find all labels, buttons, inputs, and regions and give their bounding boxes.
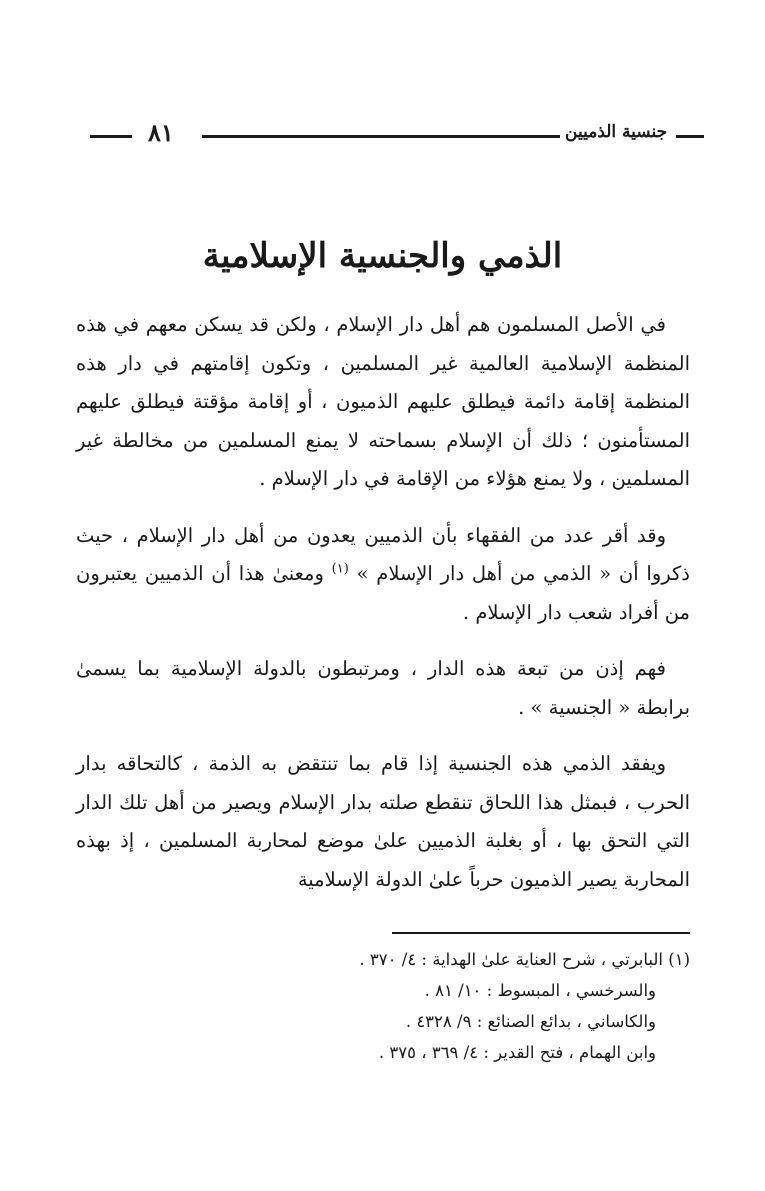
paragraph-2 bbox=[76, 517, 690, 633]
footnote-1-line-4: وابن الهمام ، فتح القدير : ٤/ ٣٦٩ ، ٣٧٥ . bbox=[378, 1043, 656, 1062]
footnote-separator bbox=[392, 932, 690, 934]
running-header bbox=[60, 118, 700, 148]
running-title: جنسية الذميين bbox=[565, 122, 668, 142]
header-rule-middle bbox=[202, 135, 560, 138]
paragraph-1: في الأصل المسلمون هم أهل دار الإسلام ، ولكن قد يسكن معهم في هذه المنظمة الإسلامية العالمية غير المسلمين ، وتكون إقامتهم في دار هذه المنظمة إقامة دائمة فيطلق عليهم الذميون ، أو إقامة مؤقتة فيطلق عليهم المستأمنون ؛ ذلك أن الإسلام بسماحته لا يمنع المسلمين من مخالطة غير المسلمين ، ولا يمنع هؤلاء من الإقامة في دار الإسلام . bbox=[76, 313, 690, 490]
header-rule-left bbox=[90, 135, 132, 138]
header-rule-right bbox=[676, 135, 704, 138]
chapter-title: الذمي والجنسية الإسلامية bbox=[202, 236, 563, 276]
footnote-1-line-3: والكاساني ، بدائع الصنائع : ٩/ ٤٣٢٨ . bbox=[405, 1012, 656, 1031]
paragraph-2-text-a: وقد أقر عدد من الفقهاء بأن الذميين يعدون من أهل دار الإسلام ، حيث ذكروا أن « الذمي من أهل دار الإسلام » bbox=[76, 523, 690, 585]
page-number: ٨١ bbox=[148, 118, 174, 147]
paragraph-3: فهم إذن من تبعة هذه الدار ، ومرتبطون بالدولة الإسلامية بما يسمىٰ برابطة « الجنسية » . bbox=[76, 657, 690, 719]
body-text bbox=[76, 306, 690, 917]
footnote-1-line-2: والسرخسي ، المبسوط : ١٠/ ٨١ . bbox=[424, 981, 656, 1000]
footnote-1: (١) البابرتي ، شرح العناية علىٰ الهداية : ٤/ ٣٧٠ . bbox=[359, 950, 690, 969]
paragraph-2-text-b: ومعنىٰ هذا أن الذميين يعتبرون من أفراد شعب دار الإسلام . bbox=[76, 562, 690, 624]
footnotes bbox=[76, 944, 690, 1068]
footnote-ref[interactable]: (١) bbox=[331, 561, 349, 577]
paragraph-4: ويفقد الذمي هذه الجنسية إذا قام بما تنتقض به الذمة ، كالتحاقه بدار الحرب ، فبمثل هذا اللحاق تنقطع صلته بدار الإسلام ويصير من أهل تلك الدار التي التحق بها ، أو بغلبة الذميين علىٰ موضع لمحاربة المسلمين ، إذ بهذه المحاربة يصير الذميون حرباً علىٰ الدولة الإسلامية bbox=[76, 752, 690, 891]
